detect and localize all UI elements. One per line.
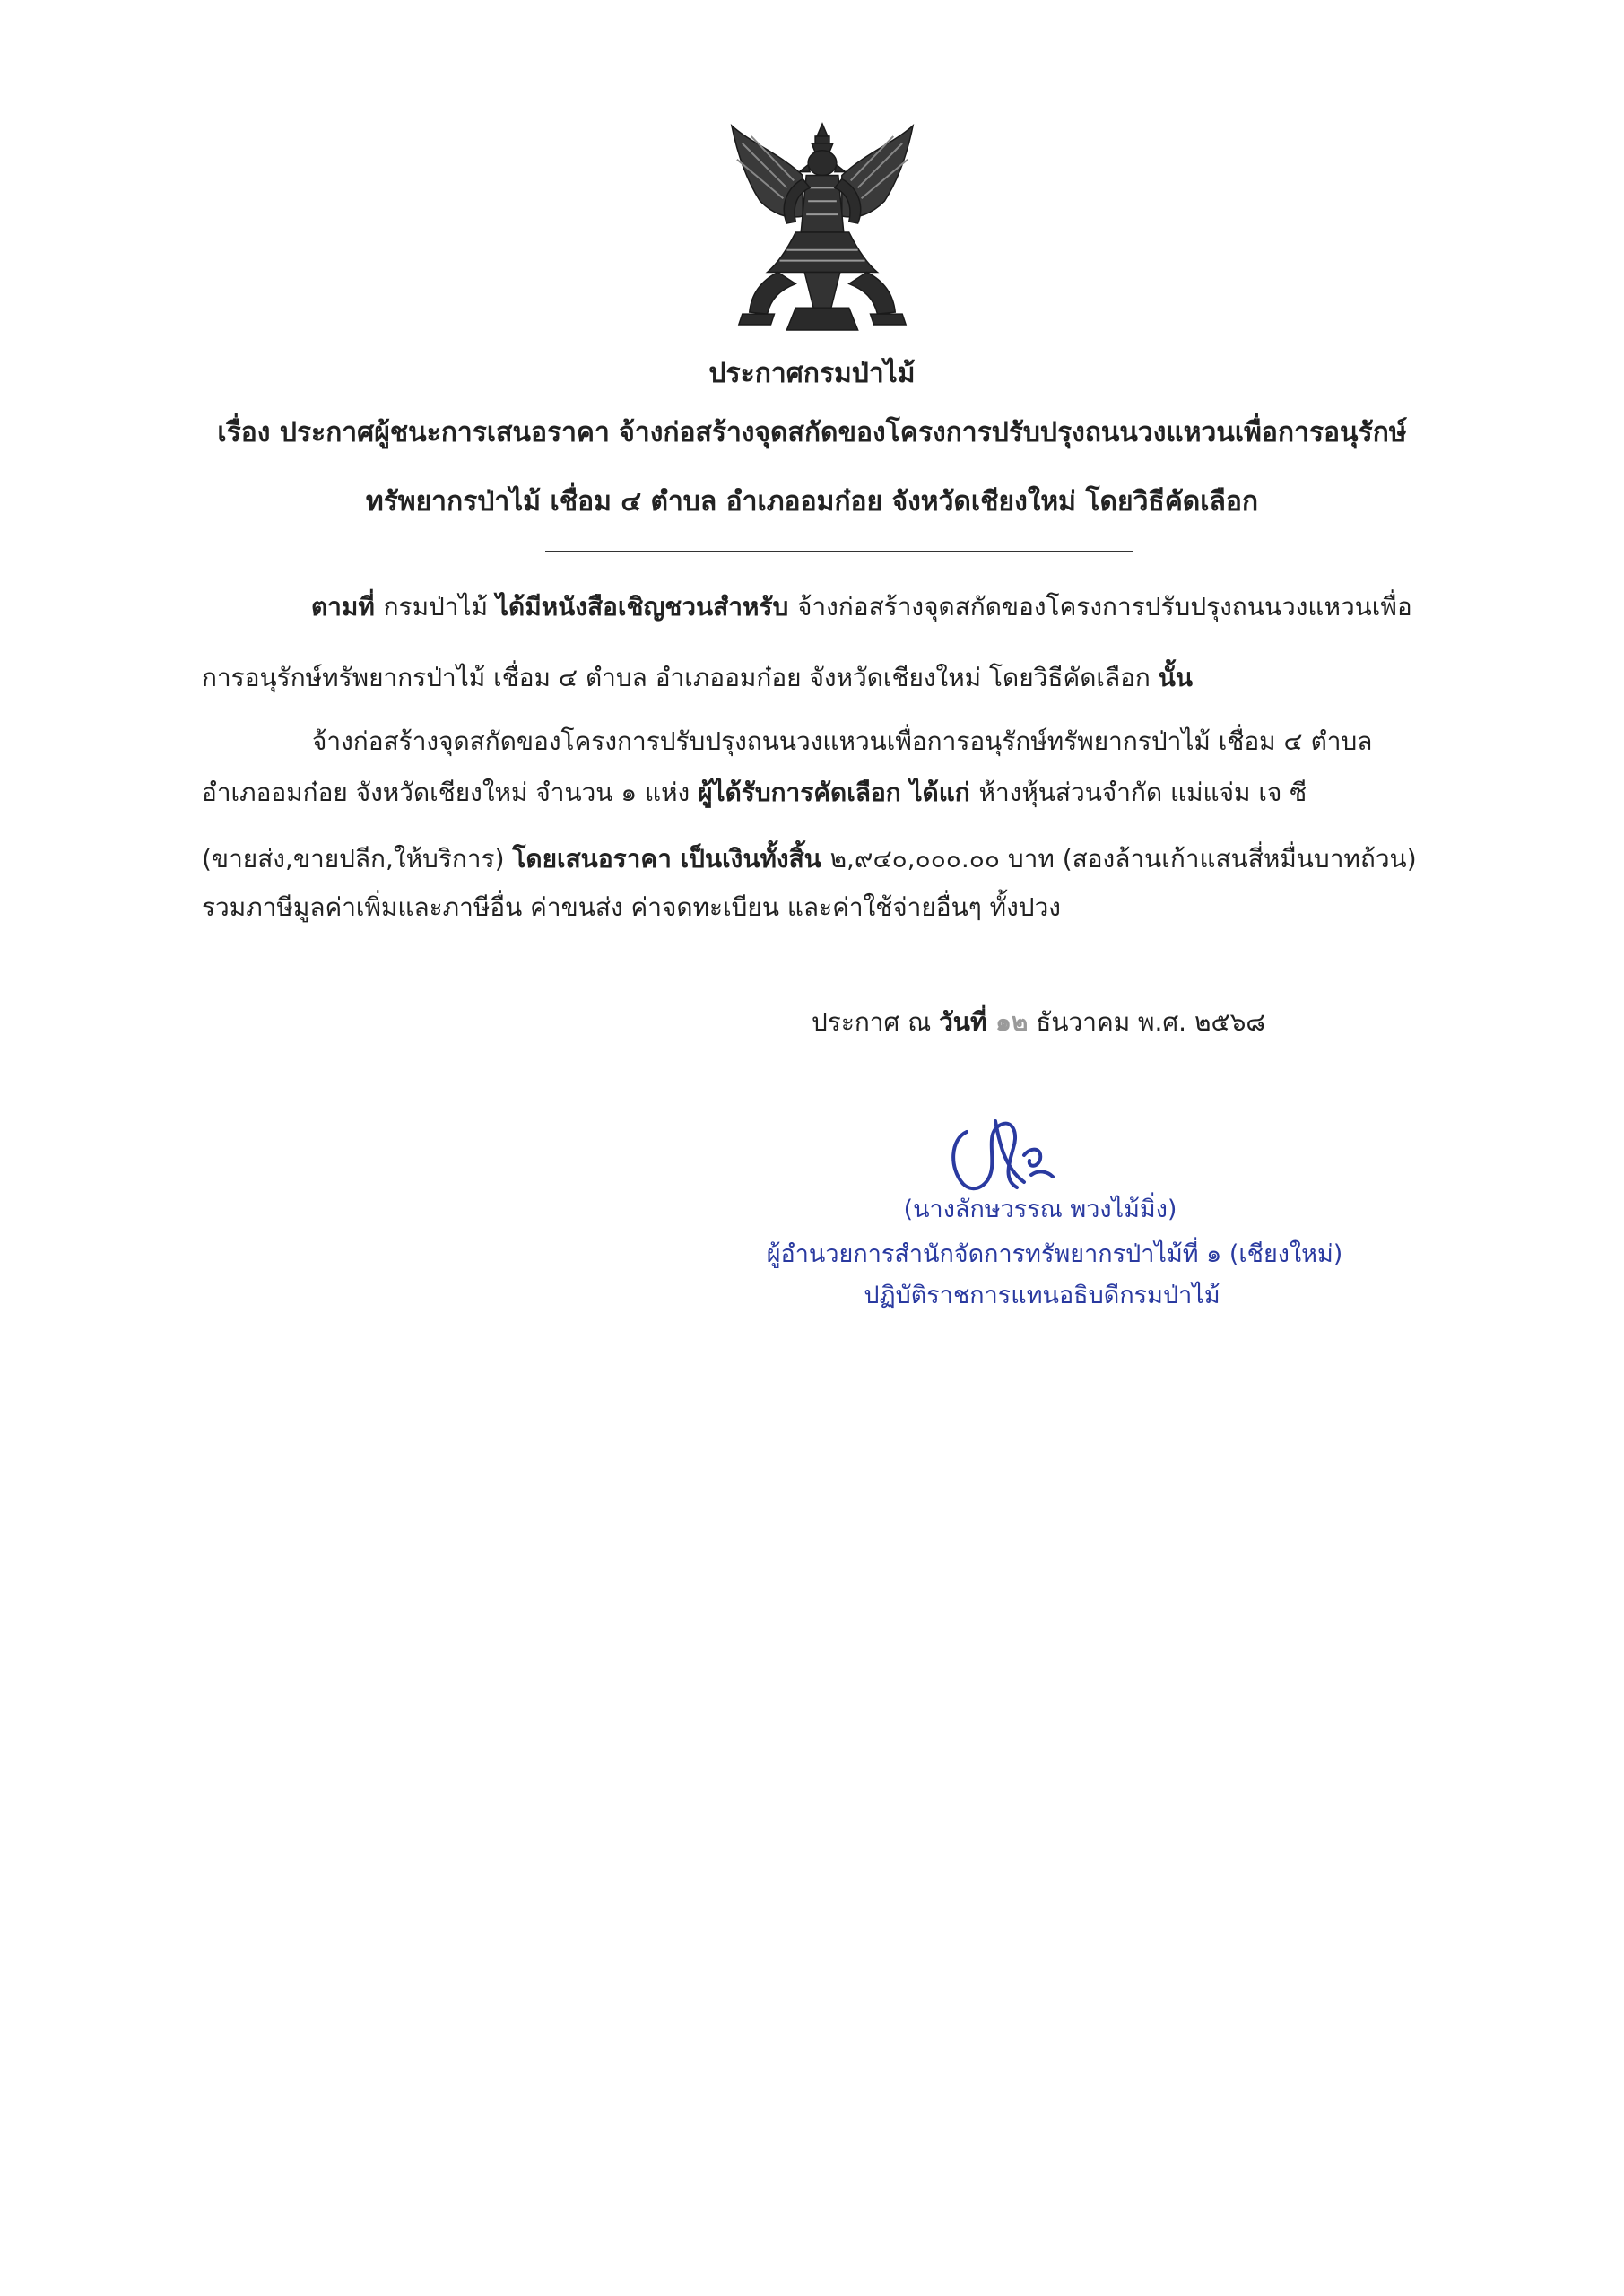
text-run: วันที่ [939,1007,996,1037]
text-run: ได้มีหนังสือเชิญชวนสำหรับ [495,592,797,622]
text-run: อำเภออมก๋อย จังหวัดเชียงใหม่ จำนวน ๑ แห่ง [202,778,699,807]
signer-name: (นางลักษวรรณ พวงไม้มิ่ง) [903,1196,1177,1223]
para2-line2 [202,773,1307,813]
text-run: ผู้ได้รับการคัดเลือก ได้แก่ [698,778,979,807]
text-run: จ้างก่อสร้างจุดสกัดของโครงการปรับปรุงถนนวงแหวนเพื่อ [797,592,1412,622]
announcement-title: ประกาศกรมป่าไม้ [708,358,916,389]
para2-line1: จ้างก่อสร้างจุดสกัดของโครงการปรับปรุงถนนวงแหวนเพื่อการอนุรักษ์ทรัพยากรป่าไม้ เชื่อม ๔ ตำบล [312,726,1373,756]
header-divider [545,551,1133,552]
announce-date [812,1003,1265,1042]
text-run: การอนุรักษ์ทรัพยากรป่าไม้ เชื่อม ๔ ตำบล อำเภออมก๋อย จังหวัดเชียงใหม่ โดยวิธีคัดเลือก [202,663,1159,692]
text-run: ธันวาคม พ.ศ. ๒๕๖๘ [1028,1007,1266,1037]
subject-line-1: เรื่อง ประกาศผู้ชนะการเสนอราคา จ้างก่อสร้างจุดสกัดของโครงการปรับปรุงถนนวงแหวนเพื่อการอนุรักษ์ [217,417,1407,448]
para2-line3 [202,839,1417,879]
signer-position: ผู้อำนวยการสำนักจัดการทรัพยากรป่าไม้ที่ ๑ (เชียงใหม่) [766,1240,1343,1268]
text-run: โดยเสนอราคา เป็นเงินทั้งสิ้น [512,844,830,874]
garuda-emblem-icon [725,115,920,341]
text-run: นั้น [1158,663,1194,692]
text-run: ๒,๙๔๐,๐๐๐.๐๐ บาท (สองล้านเก้าแสนสี่หมื่นบาทถ้วน) [829,844,1417,874]
para1-line2 [202,658,1193,698]
subject-line-2: ทรัพยากรป่าไม้ เชื่อม ๔ ตำบล อำเภออมก๋อย จังหวัดเชียงใหม่ โดยวิธีคัดเลือก [365,486,1259,517]
signer-acting: ปฏิบัติราชการแทนอธิบดีกรมป่าไม้ [864,1282,1220,1309]
text-run: รวมภาษีมูลค่าเพิ่มและภาษีอื่น ค่าขนส่ง ค่าจดทะเบียน และค่าใช้จ่ายอื่นๆ ทั้งปวง [202,892,1061,922]
text-run: ประกาศ ณ [812,1007,940,1037]
text-run: ตามที่ [311,592,384,622]
para1-line1 [311,587,1412,627]
text-run: กรมป่าไม้ [383,592,496,622]
text-run: (ขายส่ง,ขายปลีก,ให้บริการ) [202,844,513,874]
date-stamp: ๑๒ [995,1007,1029,1037]
text-run: ห้างหุ้นส่วนจำกัด แม่แจ่ม เจ ซี [978,778,1307,807]
para2-line4 [202,888,1061,927]
